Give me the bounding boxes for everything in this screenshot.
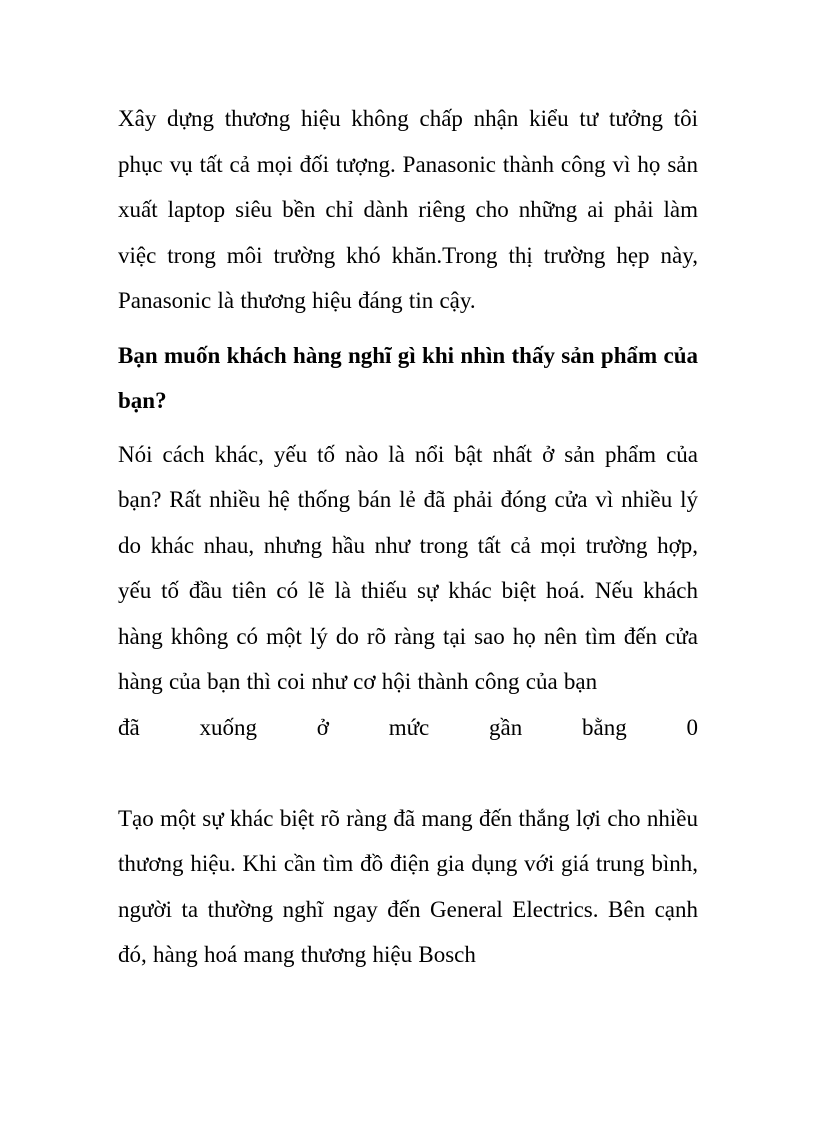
document-body [118, 96, 698, 978]
paragraph-brands: Tạo một sự khác biệt rõ ràng đã mang đến thắng lợi cho nhiều thương hiệu. Khi cần tìm đồ điện gia dụng với giá trung bình, người ta thường nghĩ ngay đến General Electrics. Bên cạnh đó, hàng hoá mang thương hiệu Bosch [118, 805, 698, 967]
paragraph-differentiation [118, 432, 698, 751]
paragraph-panasonic: Xây dựng thương hiệu không chấp nhận kiểu tư tưởng tôi phục vụ tất cả mọi đối tượng. Panasonic thành công vì họ sản xuất laptop siêu bền chỉ dành riêng cho những ai phải làm việc trong môi trường khó khăn.Trong thị trường hẹp này, Panasonic là thương hiệu đáng tin cậy. [118, 106, 698, 313]
paragraph-differentiation-last-line: đã xuống ở mức gần bằng 0 [118, 714, 698, 740]
blank-line [118, 750, 698, 796]
section-heading: Bạn muốn khách hàng nghĩ gì khi nhìn thấy sản phẩm của bạn? [118, 342, 698, 413]
paragraph-differentiation-text: Nói cách khác, yếu tố nào là nổi bật nhất ở sản phẩm của bạn? Rất nhiều hệ thống bán lẻ đã phải đóng cửa vì nhiều lý do khác nhau, nhưng hầu như trong tất cả mọi trường hợp, yếu tố đầu tiên có lẽ là thiếu sự khác biệt hoá. Nếu khách hàng không có một lý do rõ ràng tại sao họ nên tìm đến cửa hàng của bạn thì coi như cơ hội thành công của bạn [118, 441, 698, 694]
